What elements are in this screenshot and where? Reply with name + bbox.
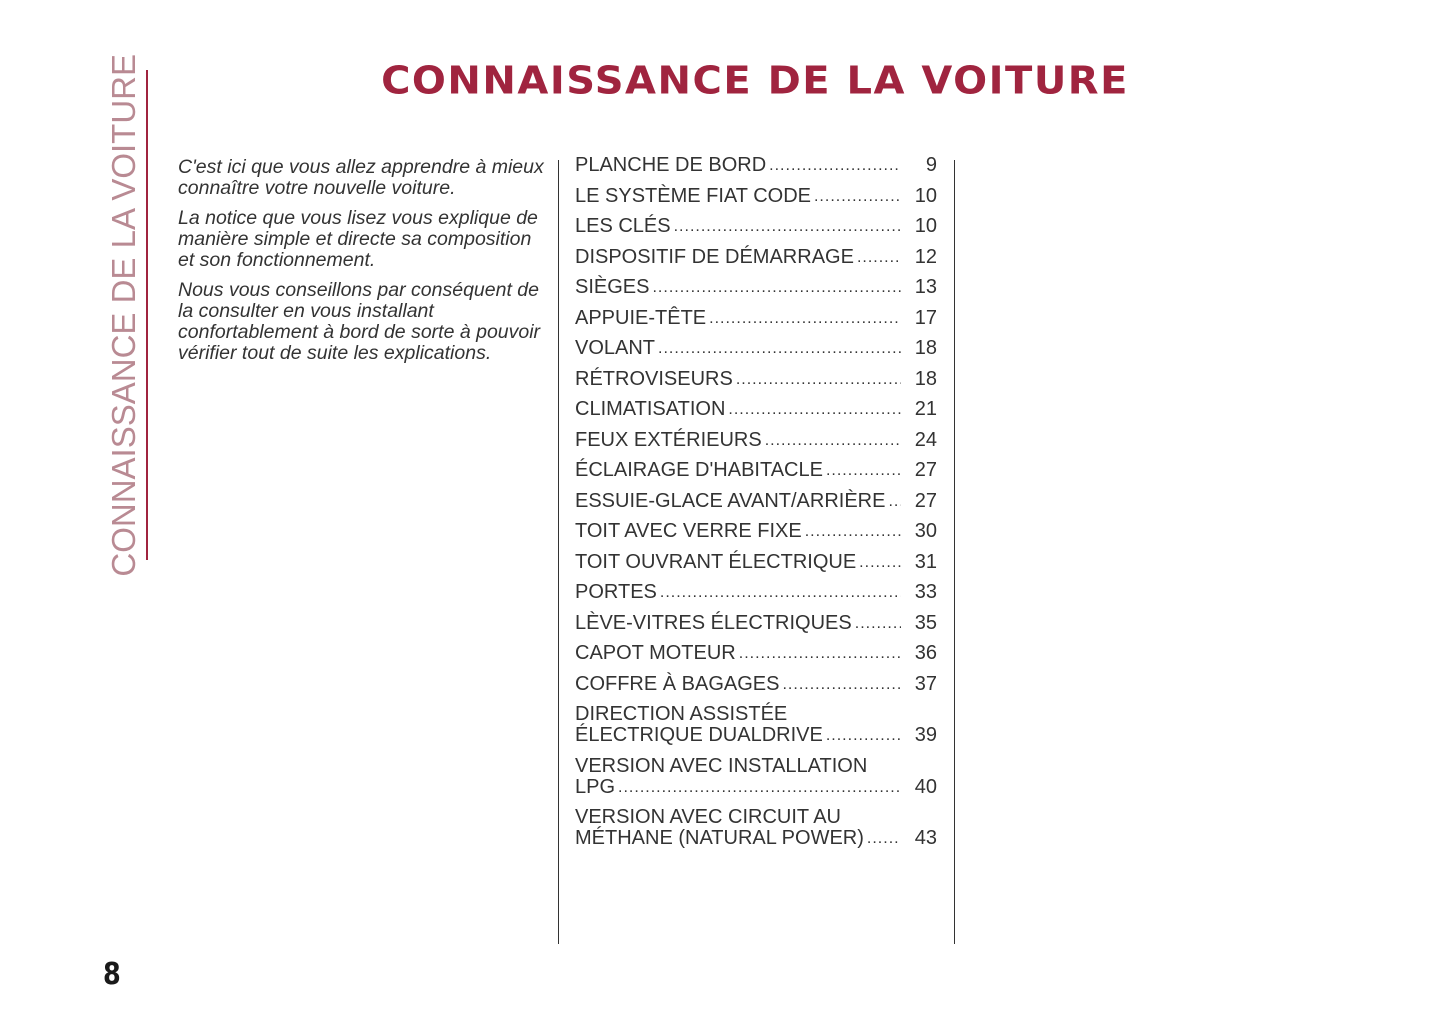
toc-entry-label: LE SYSTÈME FIAT CODE [575,184,811,207]
toc-entry[interactable] [575,186,937,207]
toc-entry[interactable] [575,807,937,849]
toc-entry[interactable] [575,247,937,268]
toc-entry-label: LPG [575,775,616,798]
toc-dot-leader [826,725,901,746]
toc-entry-page: 24 [914,428,937,451]
toc-dot-leader [674,216,901,237]
toc-entry-label: SIÈGES [575,276,650,298]
toc-entry[interactable] [575,521,937,542]
toc-entry[interactable] [575,491,937,512]
toc-entry[interactable] [575,338,937,359]
intro-paragraph: Nous vous conseillons par conséquent de la consulter en vous installant confortablement à bord de sorte à pouvoir vérifier tout de suite les explications. [178,279,541,364]
toc-entry[interactable] [575,277,937,298]
intro-paragraph: La notice que vous lisez vous explique de manière simple et directe sa composition et son fonctionnement. [178,207,538,271]
toc-entry-label: TOIT OUVRANT ÉLECTRIQUE [575,550,857,573]
toc-entry[interactable] [575,674,937,695]
toc-dot-leader [728,399,901,420]
toc-entry-label: LÈVE-VITRES ÉLECTRIQUES [575,611,852,634]
toc-entry-page: 37 [914,672,937,695]
toc-entry[interactable] [575,216,937,237]
toc-entry-label-line1: VERSION AVEC INSTALLATION [575,754,868,777]
toc-dot-leader [814,186,901,207]
toc-entry-label-line1: DIRECTION ASSISTÉE [575,703,788,725]
toc-entry-page: 10 [914,184,937,207]
section-side-title [105,53,142,577]
section-side-rule [146,70,148,560]
toc-dot-leader [709,308,901,329]
toc-entry[interactable] [575,552,937,573]
toc-entry-label: LES CLÉS [575,215,671,237]
intro-text [178,157,548,373]
toc-entry-page: 27 [914,459,937,481]
toc-entry-page: 30 [914,520,937,542]
toc-dot-leader [782,674,901,695]
toc-entry-page: 12 [914,245,937,268]
toc-entry-label: PLANCHE DE BORD [575,154,767,176]
toc-dot-leader [769,155,901,176]
toc-entry-label: ESSUIE-GLACE AVANT/ARRIÈRE [575,489,886,512]
toc-dot-leader [805,521,901,542]
toc-entry-label: ÉCLAIRAGE D'HABITACLE [575,459,823,481]
toc-entry[interactable] [575,308,937,329]
toc-entry-label: PORTES [575,581,657,603]
toc-entry[interactable] [575,399,937,420]
toc-dot-leader [826,460,901,481]
toc-entry-page: 43 [914,827,937,849]
page-number: 8 [103,957,121,992]
toc-entry-label: FEUX EXTÉRIEURS [575,428,762,451]
toc-entry-page: 13 [914,276,937,298]
toc-entry[interactable] [575,460,937,481]
toc-entry-label: CAPOT MOTEUR [575,642,736,664]
toc-entry[interactable] [575,155,937,176]
toc-dot-leader [855,613,901,634]
toc-dot-leader [857,247,901,268]
toc-entry-label-line1: VERSION AVEC CIRCUIT AU [575,806,841,828]
toc-entry[interactable] [575,756,937,798]
toc-entry-page: 18 [914,367,937,390]
column-divider-left [558,160,559,944]
toc-entry-page: 33 [914,581,937,603]
toc-entry-label: VOLANT [575,337,656,359]
toc-entry-label: COFFRE À BAGAGES [575,672,780,695]
toc-dot-leader [658,338,901,359]
toc-dot-leader [660,582,901,603]
toc-entry-label: APPUIE-TÊTE [575,306,707,329]
toc-dot-leader [652,277,901,298]
toc-entry-page: 9 [925,154,937,176]
toc-entry-label: TOIT AVEC VERRE FIXE [575,520,802,542]
toc-entry-label: DISPOSITIF DE DÉMARRAGE [575,245,854,268]
toc-entry-page: 27 [914,489,937,512]
toc-entry-page: 21 [914,398,937,420]
toc-dot-leader [618,777,901,798]
toc-dot-leader [859,552,901,573]
toc-entry-label: CLIMATISATION [575,398,726,420]
column-divider-right [954,160,955,944]
toc-entry[interactable] [575,613,937,634]
section-side-title-text: CONNAISSANCE DE LA VOITURE [105,53,142,577]
toc-entry-page: 35 [914,611,937,634]
toc-dot-leader [765,430,901,451]
toc-entry-page: 18 [914,337,937,359]
toc-entry-label: RÉTROVISEURS [575,367,733,390]
toc-entry-page: 31 [914,550,937,573]
toc-entry-page: 36 [914,642,937,664]
toc-entry-label: ÉLECTRIQUE DUALDRIVE [575,724,823,746]
toc-entry[interactable] [575,704,937,746]
toc-dot-leader [739,643,901,664]
toc-entry-page: 40 [914,775,937,798]
toc-dot-leader [888,491,901,512]
toc-dot-leader [867,828,901,849]
toc-entry-page: 17 [914,306,937,329]
toc-entry[interactable] [575,430,937,451]
toc-entry-label: MÉTHANE (NATURAL POWER) [575,827,864,849]
table-of-contents [575,155,937,859]
toc-entry[interactable] [575,582,937,603]
toc-dot-leader [736,369,901,390]
page-title: CONNAISSANCE DE LA VOITURE [381,59,1129,103]
intro-paragraph: C'est ici que vous allez apprendre à mieux connaître votre nouvelle voiture. [178,156,544,199]
toc-entry-page: 39 [914,724,937,746]
toc-entry-page: 10 [914,215,937,237]
toc-entry[interactable] [575,643,937,664]
toc-entry[interactable] [575,369,937,390]
